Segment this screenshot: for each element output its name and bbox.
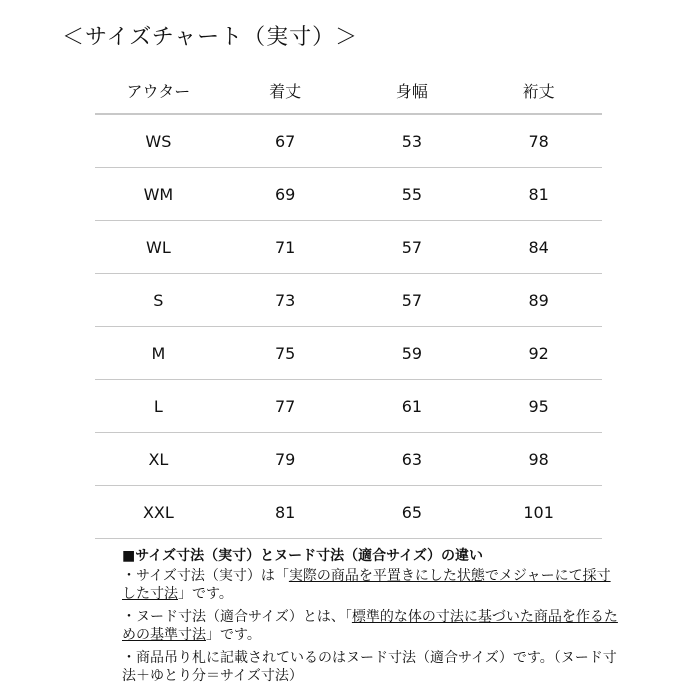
table-row [95,168,602,221]
width-value: 59 [401,343,423,363]
width-value: 63 [401,449,423,469]
note-text: 」です。 [206,627,261,643]
size-notes [122,547,622,690]
table-header-row [95,68,602,115]
sleeve-value: 89 [528,290,549,310]
sleeve-value: 92 [528,343,549,363]
table-row [95,380,602,433]
table-row [95,221,602,274]
length-value: 77 [274,396,296,416]
table-row [95,433,602,486]
width-value: 55 [401,184,423,204]
note-text: ・ヌード寸法（適合サイズ）とは、「 [122,609,352,625]
length-value: 81 [274,502,296,522]
length-value: 69 [274,184,296,204]
table-row [95,327,602,380]
length-value: 79 [274,449,296,469]
width-value: 57 [401,290,423,310]
size-label: WL [146,237,171,257]
length-value: 71 [274,237,296,257]
size-label: WS [145,131,172,151]
note-item [122,649,622,685]
size-label: S [153,290,164,310]
width-value: 53 [401,131,423,151]
note-text: ・商品吊り札に記載されているのはヌード寸法（適合サイズ）です。（ヌード寸法＋ゆとり分＝サイズ寸法） [122,650,617,684]
length-value: 75 [274,343,296,363]
sleeve-value: 101 [523,502,554,522]
size-label: WM [143,184,174,204]
page-title: ＜サイズチャート（実寸）＞ [62,25,359,50]
length-value: 67 [274,131,296,151]
size-label: M [151,343,166,363]
header-sleeve: 裄丈 [522,82,555,101]
note-underlined-text: 実際の商品を平置きにした状態でメジャーにて採寸した寸法 [122,568,611,602]
note-text: 」です。 [178,586,233,602]
sleeve-value: 78 [528,131,549,151]
note-item [122,567,622,603]
width-value: 57 [401,237,423,257]
sleeve-value: 95 [528,396,549,416]
note-text: ・サイズ寸法（実寸）は「 [122,568,289,584]
table-row [95,486,602,539]
sleeve-value: 84 [528,237,549,257]
length-value: 73 [274,290,296,310]
header-width: 身幅 [395,82,428,101]
table-row [95,115,602,168]
header-outer: アウター [126,82,191,101]
note-item [122,608,622,644]
width-value: 61 [401,396,423,416]
sleeve-value: 98 [528,449,549,469]
table-row [95,274,602,327]
sleeve-value: 81 [528,184,549,204]
width-value: 65 [401,502,423,522]
size-chart-table [95,68,602,539]
size-label: XXL [142,502,174,522]
size-label: L [153,396,163,416]
note-underlined-text: 標準的な体の寸法に基づいた商品を作るための基準寸法 [122,609,618,643]
notes-heading: ■サイズ寸法（実寸）とヌード寸法（適合サイズ）の違い [122,548,483,564]
header-length: 着丈 [269,82,302,101]
size-label: XL [148,449,169,469]
